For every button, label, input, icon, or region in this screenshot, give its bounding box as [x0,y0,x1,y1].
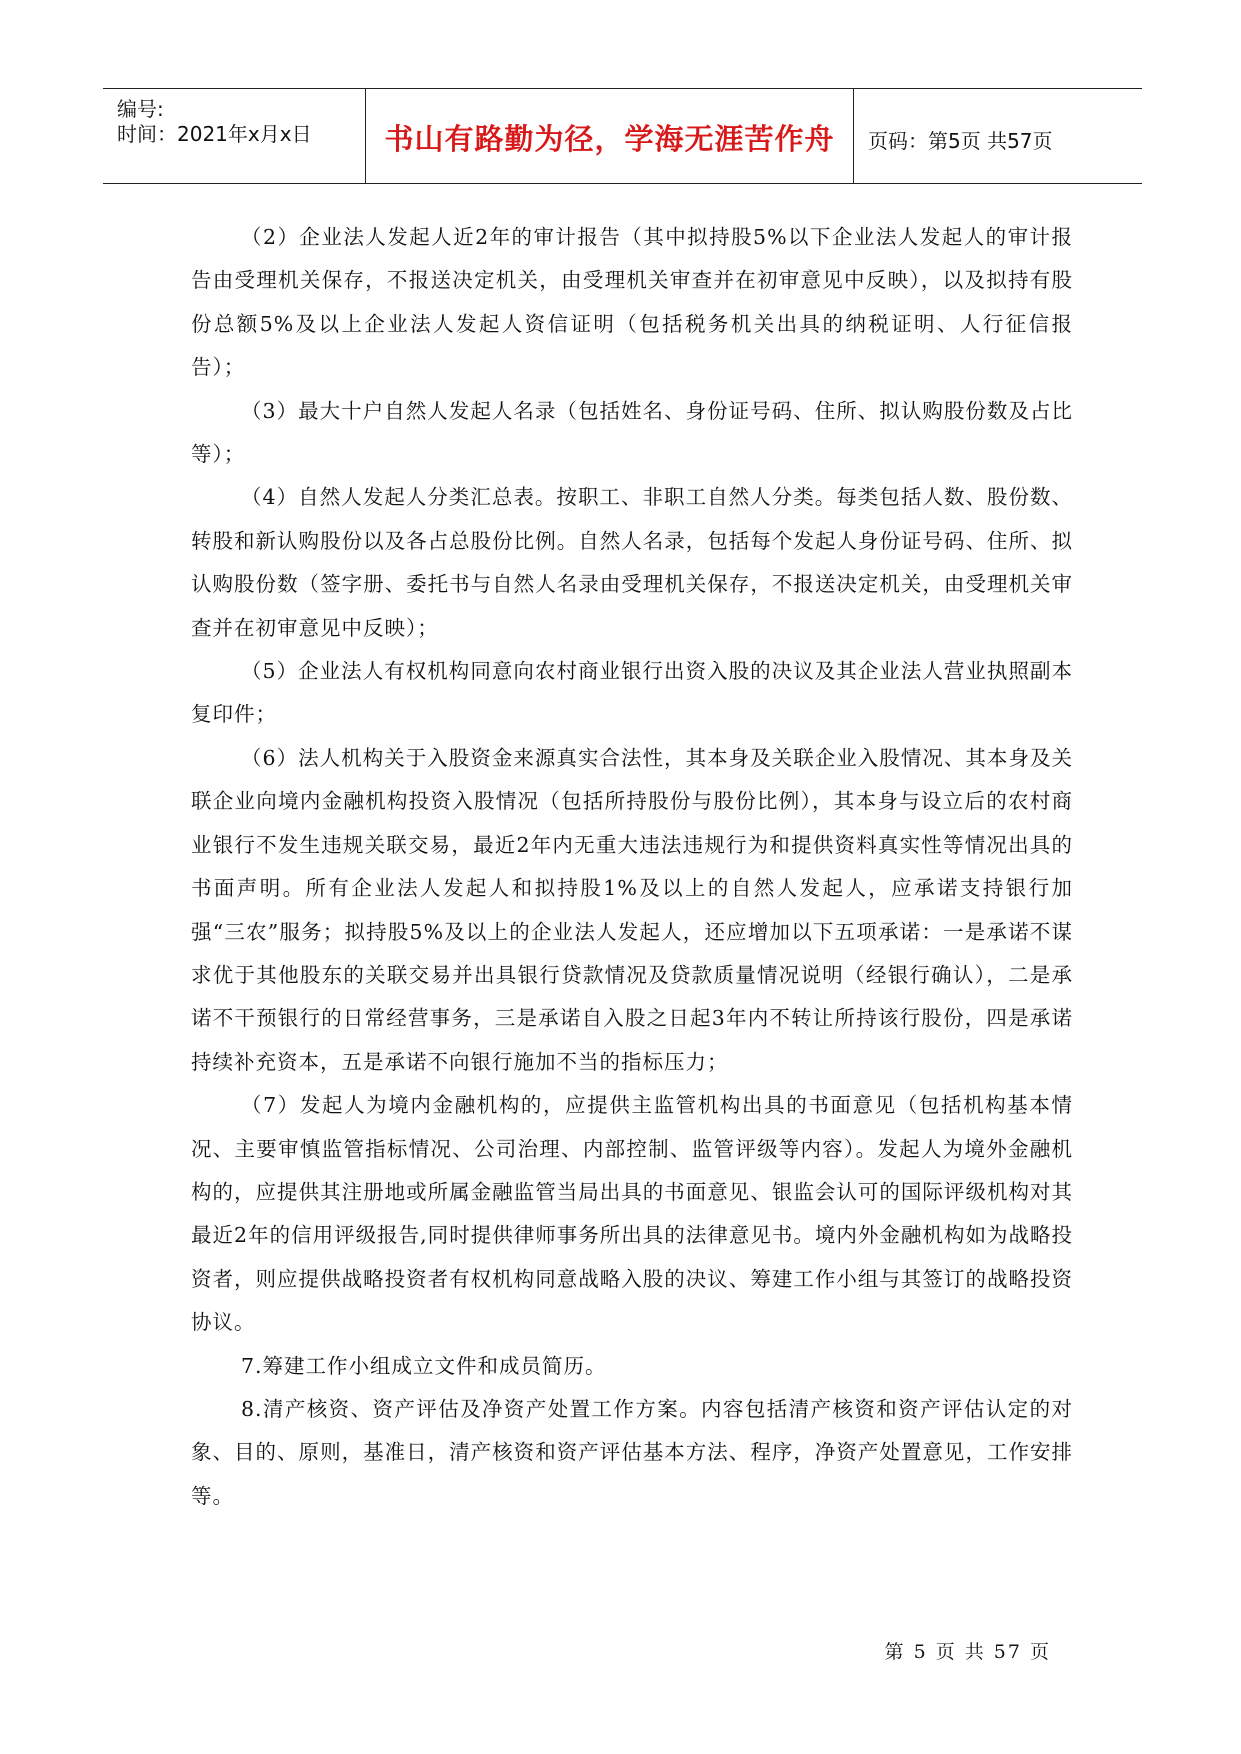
header-page-cell [854,89,1142,183]
paragraph: 8.清产核资、资产评估及净资产处置工作方案。内容包括清产核资和资产评估认定的对象、目的、原则，基准日，清产核资和资产评估基本方法、程序，净资产处置意见，工作安排等。 [191,1396,1073,1508]
document-body [191,216,1073,1518]
header-meta-cell [103,89,365,183]
header-motto: 书山有路勤为径，学海无涯苦作舟 [384,122,835,156]
paragraph: （3）最大十户自然人发起人名录（包括姓名、身份证号码、住所、拟认购股份数及占比等）； [191,398,1073,467]
date-label: 时间：2021年x月x日 [117,122,312,146]
page-header [103,88,1142,184]
paragraph: （4）自然人发起人分类汇总表。按职工、非职工自然人分类。每类包括人数、股份数、转股和新认购股份以及各占总股份比例。自然人名录，包括每个发起人身份证号码、住所、拟认购股份数（签字册、委托书与自然人名录由受理机关保存，不报送决定机关，由受理机关审查并在初审意见中反映）； [191,485,1073,640]
header-page-code: 页码：第5页 共57页 [868,129,1053,153]
page-footer-number: 第 5 页 共 57 页 [884,1641,1051,1663]
paragraph: （7）发起人为境内金融机构的，应提供主监管机构出具的书面意见（包括机构基本情况、主要审慎监管指标情况、公司治理、内部控制、监管评级等内容）。发起人为境外金融机构的，应提供其注册地或所属金融监管当局出具的书面意见、银监会认可的国际评级机构对其最近2年的信用评级报告,同时提供律师事务所出具的法律意见书。境内外金融机构如为战略投资者，则应提供战略投资者有权机构同意战略入股的决议、筹建工作小组与其签订的战略投资协议。 [191,1093,1073,1335]
paragraph: （5）企业法人有权机构同意向农村商业银行出资入股的决议及其企业法人营业执照副本复印件； [191,659,1073,727]
paragraph: （2）企业法人发起人近2年的审计报告（其中拟持股5%以下企业法人发起人的审计报告由受理机关保存，不报送决定机关，由受理机关审查并在初审意见中反映），以及拟持有股份总额5%及以上企业法人发起人资信证明（包括税务机关出具的纳税证明、人行征信报告）； [191,225,1073,380]
header-motto-cell [365,89,854,183]
paragraph: （6）法人机构关于入股资金来源真实合法性，其本身及关联企业入股情况、其本身及关联企业向境内金融机构投资入股情况（包括所持股份与股份比例），其本身与设立后的农村商业银行不发生违规关联交易，最近2年内无重大违法违规行为和提供资料真实性等情况出具的书面声明。所有企业法人发起人和拟持股1%及以上的自然人发起人，应承诺支持银行加强“三农”服务；拟持股5%及以上的企业法人发起人，还应增加以下五项承诺：一是承诺不谋求优于其他股东的关联交易并出具银行贷款情况及贷款质量情况说明（经银行确认），二是承诺不干预银行的日常经营事务，三是承诺自入股之日起3年内不转让所持该行股份，四是承诺持续补充资本，五是承诺不向银行施加不当的指标压力； [191,745,1073,1074]
paragraph: 7.筹建工作小组成立文件和成员简历。 [241,1353,607,1378]
serial-number-label: 编号: [117,97,164,121]
